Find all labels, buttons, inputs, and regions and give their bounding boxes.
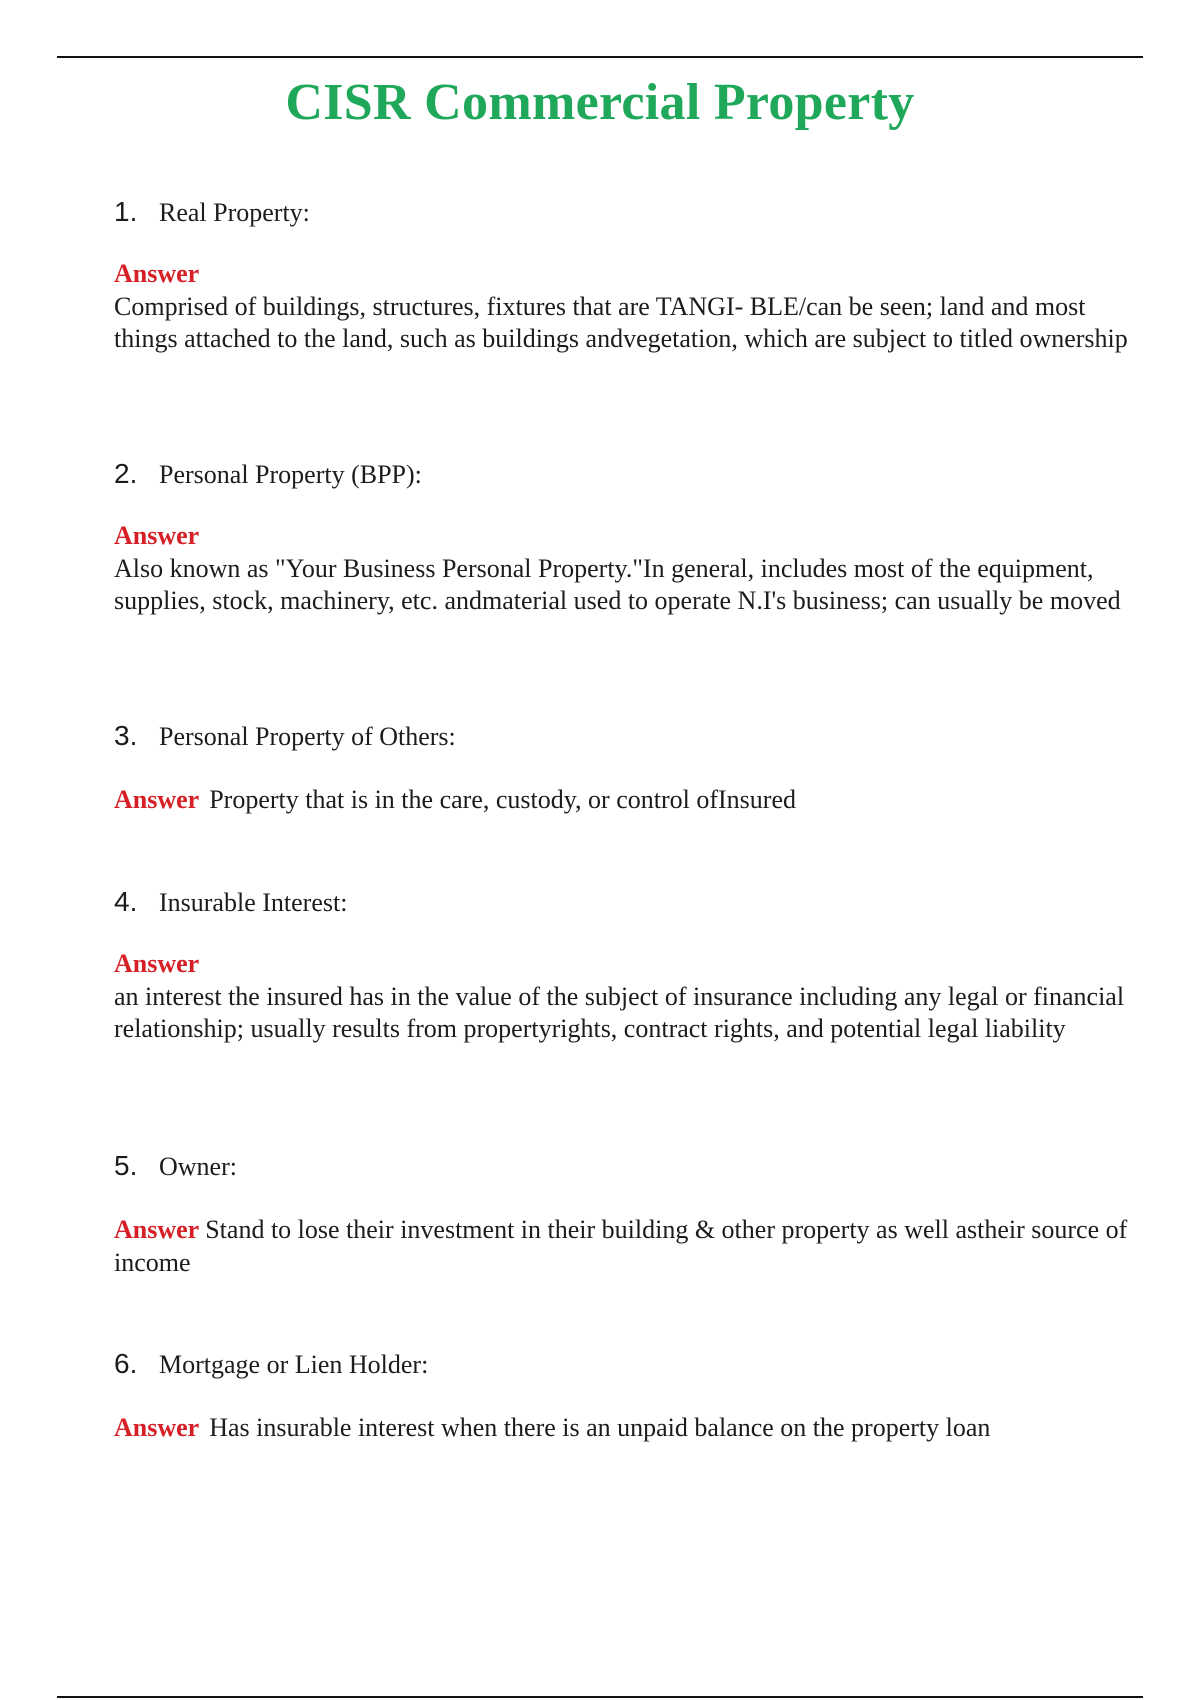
answer-text: an interest the insured has in the value of the subject of insurance including any legal or financial relationship; usually results from propertyrights, contract rights, and potential legal liability	[114, 981, 1125, 1043]
answer-block	[114, 1412, 1144, 1445]
answer-text: Property that is in the care, custody, or control ofInsured	[209, 785, 796, 814]
answer-label: Answer	[114, 1215, 200, 1244]
answer-block	[114, 784, 1144, 817]
qa-item-3	[114, 720, 1144, 817]
qa-item-6	[114, 1348, 1144, 1445]
answer-label: Answer	[114, 1413, 200, 1442]
question-text: Mortgage or Lien Holder:	[159, 1350, 429, 1379]
qa-item-1	[114, 196, 1144, 356]
question-number: 4.	[114, 886, 138, 917]
question-row	[114, 458, 1144, 498]
bottom-rule	[57, 1696, 1143, 1698]
question-row	[114, 196, 1144, 236]
answer-text: Also known as "Your Business Personal Property."In general, includes most of the equipment, supplies, stock, machinery, etc. andmaterial used to operate N.I's business; can usually be moved	[114, 553, 1121, 615]
question-number: 5.	[114, 1150, 138, 1181]
answer-block	[114, 520, 1144, 618]
question-row	[114, 1150, 1144, 1190]
question-number: 2.	[114, 458, 138, 489]
question-text: Owner:	[159, 1152, 237, 1181]
answer-text: Has insurable interest when there is an unpaid balance on the property loan	[209, 1413, 991, 1442]
question-text: Insurable Interest:	[159, 888, 348, 917]
answer-block	[114, 948, 1144, 1046]
qa-item-2	[114, 458, 1144, 618]
question-row	[114, 1348, 1144, 1388]
question-text: Personal Property (BPP):	[159, 460, 422, 489]
question-number: 3.	[114, 720, 138, 751]
page-title: CISR Commercial Property	[285, 74, 915, 131]
answer-label: Answer	[114, 785, 200, 814]
question-row	[114, 886, 1144, 926]
top-rule	[57, 56, 1143, 58]
answer-block	[114, 258, 1144, 356]
answer-text: Comprised of buildings, structures, fixtures that are TANGI- BLE/can be seen; land and most things attached to the land, such as buildings andvegetation, which are subject to titled ownership	[114, 291, 1128, 353]
question-row	[114, 720, 1144, 760]
answer-label: Answer	[114, 949, 200, 978]
answer-text: Stand to lose their investment in their building & other property as well astheir source of income	[114, 1215, 1128, 1277]
qa-item-5	[114, 1150, 1144, 1279]
answer-label: Answer	[114, 259, 200, 288]
answer-block	[114, 1214, 1144, 1279]
question-number: 6.	[114, 1348, 138, 1379]
question-text: Personal Property of Others:	[159, 722, 456, 751]
question-number: 1.	[114, 196, 138, 227]
answer-label: Answer	[114, 521, 200, 550]
question-text: Real Property:	[159, 198, 310, 227]
qa-item-4	[114, 886, 1144, 1046]
